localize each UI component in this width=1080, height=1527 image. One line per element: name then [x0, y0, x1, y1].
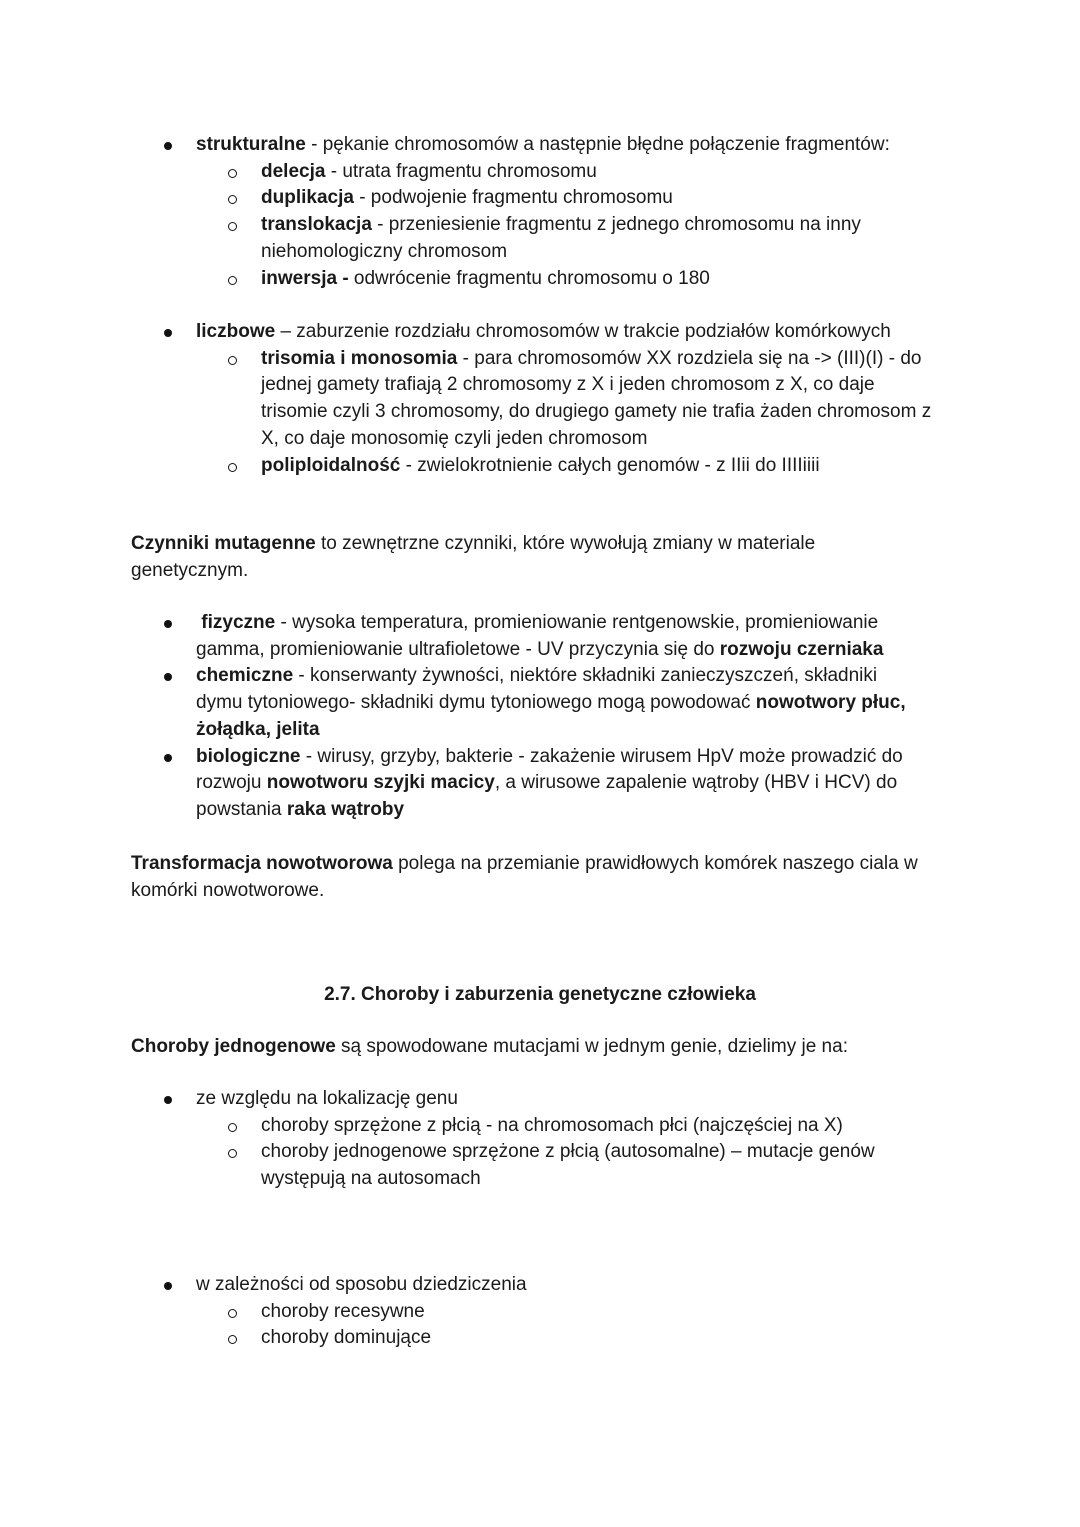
circle-bullet-icon: [228, 1123, 237, 1132]
circle-bullet-icon: [228, 463, 237, 472]
bullet-icon: [164, 1096, 172, 1104]
list-item-autosomal: choroby jednogenowe sprzężone z płcią (autosomalne) – mutacje genów występują na autosomach: [0, 1139, 921, 1192]
list-item-biological: biologiczne - wirusy, grzyby, bakterie - zakażenie wirusem HpV może prowadzić do rozwoju nowotworu szyjki macicy, a wirusowe zapalenie wątroby (HBV i HCV) do powstania raka wątroby: [0, 744, 936, 824]
list-item-dominant: choroby dominujące: [0, 1325, 951, 1352]
bullet-icon: [164, 620, 172, 628]
list-item-translocation: translokacja - przeniesienie fragmentu z jednego chromosomu na inny niehomologiczny chromosom: [0, 212, 901, 265]
circle-bullet-icon: [228, 222, 237, 231]
list-item-recessive: choroby recesywne: [0, 1299, 951, 1326]
list-item-numerical: liczbowe – zaburzenie rozdziału chromosomów w trakcie podziałów komórkowych: [0, 319, 956, 346]
list-item-chemical: chemiczne - konserwanty żywności, niektóre składniki zanieczyszczeń, składniki dymu tytoniowego- składniki dymu tytoniowego mogą powodować nowotwory płuc, żołądka, jelita: [0, 663, 911, 743]
structural-mutations-list: [0, 132, 956, 292]
section-heading: 2.7. Choroby i zaburzenia genetyczne człowieka: [324, 984, 756, 1005]
by-location-list: [0, 1086, 956, 1193]
list-item-sex-linked: choroby sprzężone z płcią - na chromosomach płci (najczęściej na X): [0, 1113, 951, 1140]
list-item-duplication: duplikacja - podwojenie fragmentu chromosomu: [0, 185, 951, 212]
circle-bullet-icon: [228, 1335, 237, 1344]
list-item-structural: [0, 132, 956, 159]
mutagens-intro: Czynniki mutagenne to zewnętrzne czynniki, które wywołują zmiany w materiale genetycznym.: [131, 533, 816, 581]
list-item-polyploidy: poliploidalność - zwielokrotnienie całych genomów - z IIii do IIIIiiii: [0, 453, 951, 480]
list-item-by-inheritance: w zależności od sposobu dziedziczenia: [0, 1272, 956, 1299]
transformation-paragraph: Transformacja nowotworowa polega na przemianie prawidłowych komórek naszego ciala w komórki nowotworowe.: [131, 853, 918, 901]
list-item-physical: fizyczne - wysoka temperatura, promieniowanie rentgenowskie, promieniowanie gamma, promieniowanie ultrafioletowe - UV przyczynia się do rozwoju czerniaka: [0, 610, 926, 663]
circle-bullet-icon: [228, 195, 237, 204]
list-item-deletion: delecja - utrata fragmentu chromosomu: [0, 159, 951, 186]
list-item-by-location: ze względu na lokalizację genu: [0, 1086, 956, 1113]
circle-bullet-icon: [228, 1149, 237, 1158]
circle-bullet-icon: [228, 169, 237, 178]
single-gene-intro: Choroby jednogenowe są spowodowane mutacjami w jednym genie, dzielimy je na:: [131, 1036, 848, 1057]
bullet-icon: [164, 142, 172, 150]
list-item-trisomy: trisomia i monosomia - para chromosomów XX rozdziela się na -> (III)(I) - do jednej gamety trafiają 2 chromosomy z X i jeden chromosom z X, co daje trisomie czyli 3 chromosomy, do drugiego gamety nie trafia żaden chromosom z X, co daje monosomię czyli jeden chromosom: [0, 346, 941, 453]
circle-bullet-icon: [228, 356, 237, 365]
bullet-icon: [164, 329, 172, 337]
by-inheritance-list: [0, 1272, 956, 1352]
bullet-icon: [164, 673, 172, 681]
bullet-icon: [164, 1282, 172, 1290]
desc-structural: - pękanie chromosomów a następnie błędne połączenie fragmentów:: [305, 134, 890, 155]
circle-bullet-icon: [228, 1309, 237, 1318]
circle-bullet-icon: [228, 276, 237, 285]
term-structural: strukturalne: [196, 134, 306, 155]
mutagens-list: [0, 610, 936, 824]
numerical-mutations-list: [0, 319, 956, 479]
list-item-inversion: inwersja - odwrócenie fragmentu chromosomu o 180: [0, 266, 951, 293]
bullet-icon: [164, 754, 172, 762]
